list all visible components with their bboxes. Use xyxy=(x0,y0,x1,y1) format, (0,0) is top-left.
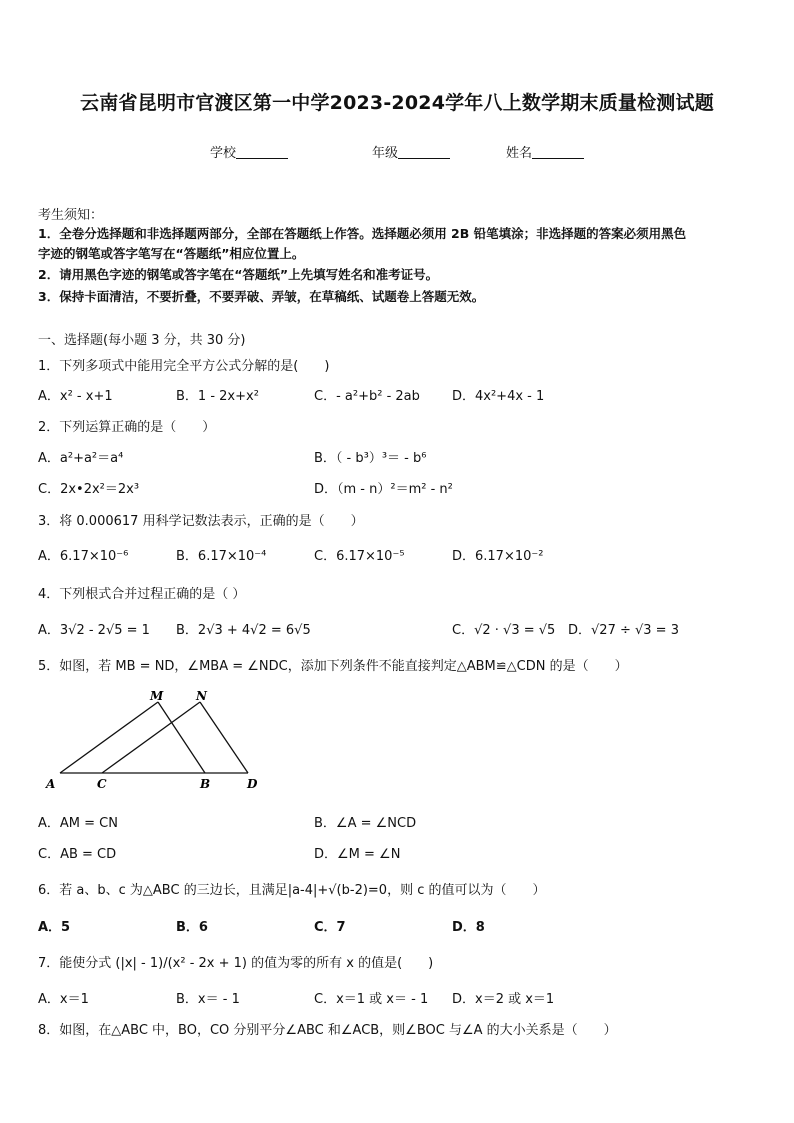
notice-item-3: 3．保持卡面清洁，不要折叠，不要弄破、弄皱，在草稿纸、试题卷上答题无效。 xyxy=(38,289,485,304)
question-1-option-a[interactable]: A．x² - x+1 xyxy=(38,389,113,404)
point-label-c: C xyxy=(97,777,107,791)
question-1-option-b[interactable]: B．1 - 2x+x² xyxy=(176,389,259,404)
question-7-option-a[interactable]: A．x＝1 xyxy=(38,992,89,1007)
question-5-option-c[interactable]: C．AB = CD xyxy=(38,847,117,862)
question-5-option-b[interactable]: B．∠A = ∠NCD xyxy=(314,816,417,831)
question-3-option-a[interactable]: A．6.17×10⁻⁶ xyxy=(38,549,129,564)
section-heading: 一、选择题(每小题 3 分，共 30 分) xyxy=(38,333,246,348)
question-1-option-d[interactable]: D．4x²+4x - 1 xyxy=(452,389,545,404)
notice-heading: 考生须知： xyxy=(38,208,104,223)
question-3-option-d[interactable]: D．6.17×10⁻² xyxy=(452,549,544,564)
segment-cn xyxy=(102,702,200,773)
question-5-figure xyxy=(40,688,270,798)
question-6-option-a[interactable]: A．5 xyxy=(38,920,71,935)
question-3-stem: 3．将 0.000617 用科学记数法表示，正确的是（ ） xyxy=(38,514,364,529)
point-label-a: A xyxy=(46,777,56,791)
name-blank[interactable] xyxy=(532,145,584,159)
question-8-stem: 8．如图，在△ABC 中，BO，CO 分别平分∠ABC 和∠ACB，则∠BOC 与∠A 的大小关系是（ ） xyxy=(38,1023,617,1038)
question-4-option-d[interactable]: D．√27 ÷ √3 = 3 xyxy=(568,623,679,638)
question-7-stem: 7．能使分式 (|x| - 1)/(x² - 2x + 1) 的值为零的所有 x 的值是( ) xyxy=(38,956,434,971)
school-blank[interactable] xyxy=(236,145,288,159)
notice-item-1: 1．全卷分选择题和非选择题两部分，全部在答题纸上作答。选择题必须用 2B 铅笔填涂；非选择题的答案必须用黑色 xyxy=(38,226,687,241)
segment-am xyxy=(60,702,158,773)
question-1-option-c[interactable]: C．- a²+b² - 2ab xyxy=(314,389,420,404)
question-3-option-b[interactable]: B．6.17×10⁻⁴ xyxy=(176,549,267,564)
question-2-option-c[interactable]: C．2x•2x²＝2x³ xyxy=(38,482,140,497)
question-5-option-a[interactable]: A．AM = CN xyxy=(38,816,118,831)
point-label-b: B xyxy=(200,777,211,791)
question-4-option-c[interactable]: C．√2 · √3 = √5 xyxy=(452,623,556,638)
page-title: 云南省昆明市官渡区第一中学2023-2024学年八上数学期末质量检测试题 xyxy=(80,92,714,114)
school-field xyxy=(210,142,288,161)
question-2-option-b[interactable]: B．（ - b³）³＝ - b⁶ xyxy=(314,451,427,466)
name-field xyxy=(506,142,584,161)
question-6-option-c[interactable]: C．7 xyxy=(314,920,346,935)
question-6-stem: 6．若 a、b、c 为△ABC 的三边长，且满足|a-4|+√(b-2)=0，则 c 的值可以为（ ） xyxy=(38,883,546,898)
notice-item-1-cont: 字迹的钢笔或答字笔写在“答题纸”相应位置上。 xyxy=(38,246,305,261)
question-2-option-a[interactable]: A．a²+a²＝a⁴ xyxy=(38,451,124,466)
school-label: 学校 xyxy=(210,146,237,161)
question-7-option-c[interactable]: C．x＝1 或 x＝ - 1 xyxy=(314,992,429,1007)
question-4-option-b[interactable]: B．2√3 + 4√2 = 6√5 xyxy=(176,623,311,638)
point-label-d: D xyxy=(247,777,258,791)
segment-mb xyxy=(158,702,205,773)
grade-field xyxy=(372,142,450,161)
question-2-option-d[interactable]: D．（m - n）²＝m² - n² xyxy=(314,482,453,497)
point-label-n: N xyxy=(196,689,207,703)
question-7-option-d[interactable]: D．x＝2 或 x＝1 xyxy=(452,992,555,1007)
point-label-m: M xyxy=(150,689,164,703)
grade-label: 年级 xyxy=(372,146,399,161)
question-7-option-b[interactable]: B．x＝ - 1 xyxy=(176,992,240,1007)
grade-blank[interactable] xyxy=(398,145,450,159)
question-1-stem: 1．下列多项式中能用完全平方公式分解的是( ) xyxy=(38,359,330,374)
question-6-option-b[interactable]: B．6 xyxy=(176,920,208,935)
question-4-stem: 4．下列根式合并过程正确的是（ ） xyxy=(38,587,246,602)
question-6-option-d[interactable]: D．8 xyxy=(452,920,485,935)
question-5-stem: 5．如图，若 MB = ND，∠MBA = ∠NDC，添加下列条件不能直接判定△ABM≌△CDN 的是（ ） xyxy=(38,659,628,674)
name-label: 姓名 xyxy=(506,146,533,161)
segment-nd xyxy=(200,702,248,773)
question-5-option-d[interactable]: D．∠M = ∠N xyxy=(314,847,401,862)
notice-item-2: 2．请用黑色字迹的钢笔或答字笔在“答题纸”上先填写姓名和准考证号。 xyxy=(38,267,439,282)
question-2-stem: 2．下列运算正确的是（ ） xyxy=(38,420,216,435)
question-3-option-c[interactable]: C．6.17×10⁻⁵ xyxy=(314,549,405,564)
question-4-option-a[interactable]: A．3√2 - 2√5 = 1 xyxy=(38,623,150,638)
